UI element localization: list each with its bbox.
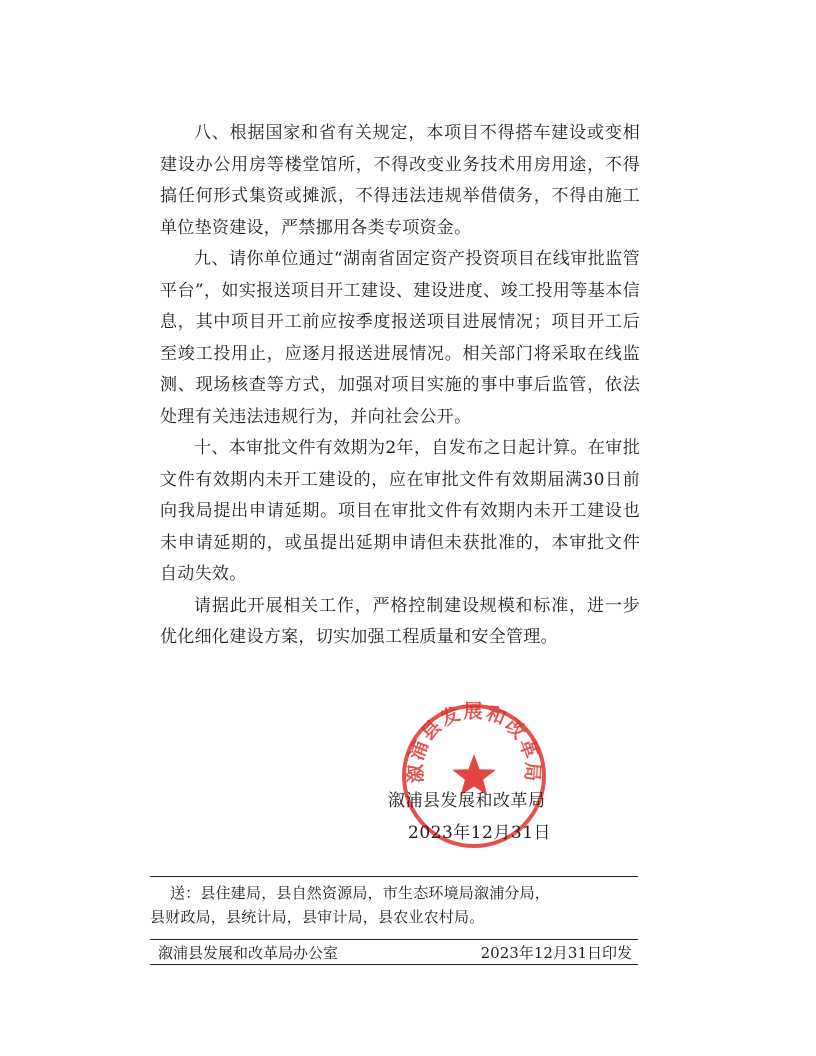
footer-divider-bottom <box>150 964 638 965</box>
signature-block <box>348 700 648 860</box>
copy-to-line-1: 送：县住建局，县自然资源局，市生态环境局溆浦分局， <box>170 884 551 902</box>
printing-office: 溆浦县发展和改革局办公室 <box>158 944 339 962</box>
footer-divider-middle <box>150 939 638 940</box>
seal-text: 溆浦县发展和改革局 <box>404 700 544 784</box>
footer-divider-top <box>150 876 638 877</box>
issue-date: 2023年12月31日 <box>408 823 552 843</box>
document-body <box>160 118 640 654</box>
copy-to-line-2: 县财政局，县统计局，县审计局，县农业农村局。 <box>150 908 485 926</box>
paragraph-item-10: 十、本审批文件有效期为2年，自发布之日起计算。在审批文件有效期内未开工建设的，应在审批文件有效期届满30日前向我局提出申请延期。项目在审批文件有效期内未开工建设也未申请延期的，或虽提出延期申请但未获批准的，本审批文件自动失效。 <box>160 438 640 584</box>
issuing-org-name: 溆浦县发展和改革局 <box>388 791 546 811</box>
printing-date: 2023年12月31日印发 <box>480 944 632 962</box>
paragraph-closing: 请据此开展相关工作，严格控制建设规模和标准，进一步优化细化建设方案，切实加强工程质量和安全管理。 <box>160 595 640 647</box>
paragraph-item-9: 九、请你单位通过“湖南省固定资产投资项目在线审批监管平台”，如实报送项目开工建设、建设进度、竣工投用等基本信息，其中项目开工前应按季度报送项目进展情况；项目开工后至竣工投用止，应逐月报送进展情况。相关部门将采取在线监测、现场核查等方式，加强对项目实施的事中事后监管，依法处理有关违法违规行为，并向社会公开。 <box>160 249 640 427</box>
paragraph-item-8: 八、根据国家和省有关规定，本项目不得搭车建设或变相建设办公用房等楼堂馆所，不得改变业务技术用房用途，不得搞任何形式集资或摊派，不得违法违规举借债务，不得由施工单位垫资建设，严禁挪用各类专项资金。 <box>160 123 640 238</box>
